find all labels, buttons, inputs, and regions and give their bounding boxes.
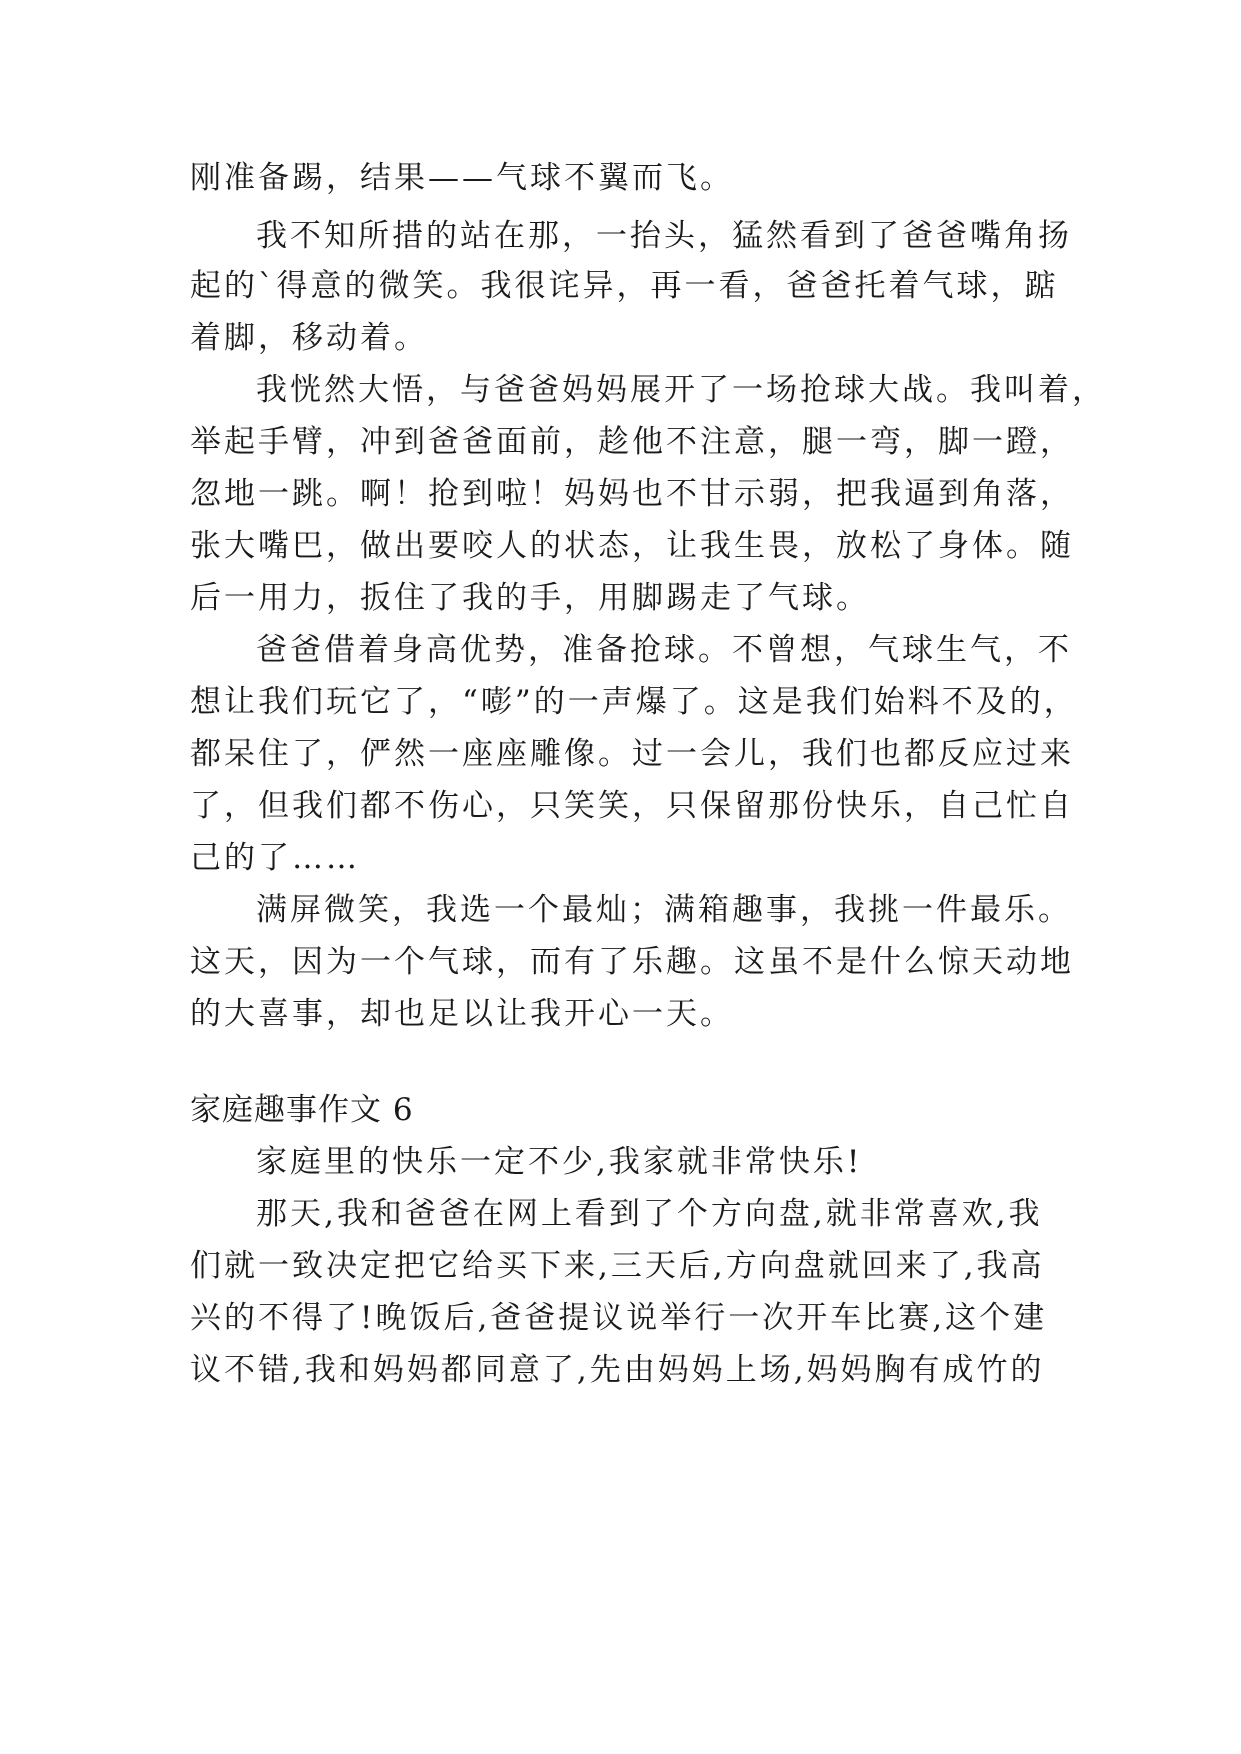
paragraph-line: 爸爸借着身高优势，准备抢球。不曾想，气球生气，不	[256, 632, 1072, 668]
paragraph-line: 了，但我们都不伤心，只笑笑，只保留那份快乐，自己忙自	[190, 788, 1074, 824]
paragraph-line: 刚准备踢，结果——气球不翼而飞。	[190, 160, 734, 196]
paragraph-line: 起的`得意的微笑。我很诧异，再一看，爸爸托着气球，踮	[190, 268, 1059, 304]
paragraph-line: 的大喜事，却也足以让我开心一天。	[190, 996, 734, 1032]
paragraph-line: 举起手臂，冲到爸爸面前，趁他不注意，腿一弯，脚一蹬，	[190, 424, 1074, 460]
paragraph-line: 满屏微笑，我选一个最灿；满箱趣事，我挑一件最乐。	[256, 892, 1072, 928]
paragraph-line: 着脚，移动着。	[190, 320, 428, 356]
paragraph-line: 们就一致决定把它给买下来,三天后,方向盘就回来了,我高	[190, 1248, 1045, 1284]
paragraph-line: 那天,我和爸爸在网上看到了个方向盘,就非常喜欢,我	[256, 1196, 1043, 1232]
paragraph-line: 我不知所措的站在那，一抬头，猛然看到了爸爸嘴角扬	[256, 218, 1072, 254]
paragraph-line: 家庭里的快乐一定不少,我家就非常快乐!	[256, 1144, 863, 1180]
paragraph-line: 张大嘴巴，做出要咬人的状态，让我生畏，放松了身体。随	[190, 528, 1074, 564]
paragraph-line: 都呆住了，俨然一座座雕像。过一会儿，我们也都反应过来	[190, 736, 1074, 772]
paragraph-line: 议不错,我和妈妈都同意了,先由妈妈上场,妈妈胸有成竹的	[190, 1352, 1045, 1388]
paragraph-line: 己的了……	[190, 840, 360, 876]
section-heading: 家庭趣事作文 6	[190, 1092, 414, 1128]
paragraph-line: 后一用力，扳住了我的手，用脚踢走了气球。	[190, 580, 870, 616]
paragraph-line: 我恍然大悟，与爸爸妈妈展开了一场抢球大战。我叫着，	[256, 372, 1106, 408]
paragraph-line: 兴的不得了!晚饭后,爸爸提议说举行一次开车比赛,这个建	[190, 1300, 1048, 1336]
paragraph-line: 忽地一跳。啊！抢到啦！妈妈也不甘示弱，把我逼到角落，	[190, 476, 1074, 512]
paragraph-line: 想让我们玩它了，“嘭”的一声爆了。这是我们始料不及的，	[190, 684, 1078, 720]
paragraph-line: 这天，因为一个气球，而有了乐趣。这虽不是什么惊天动地	[190, 944, 1074, 980]
